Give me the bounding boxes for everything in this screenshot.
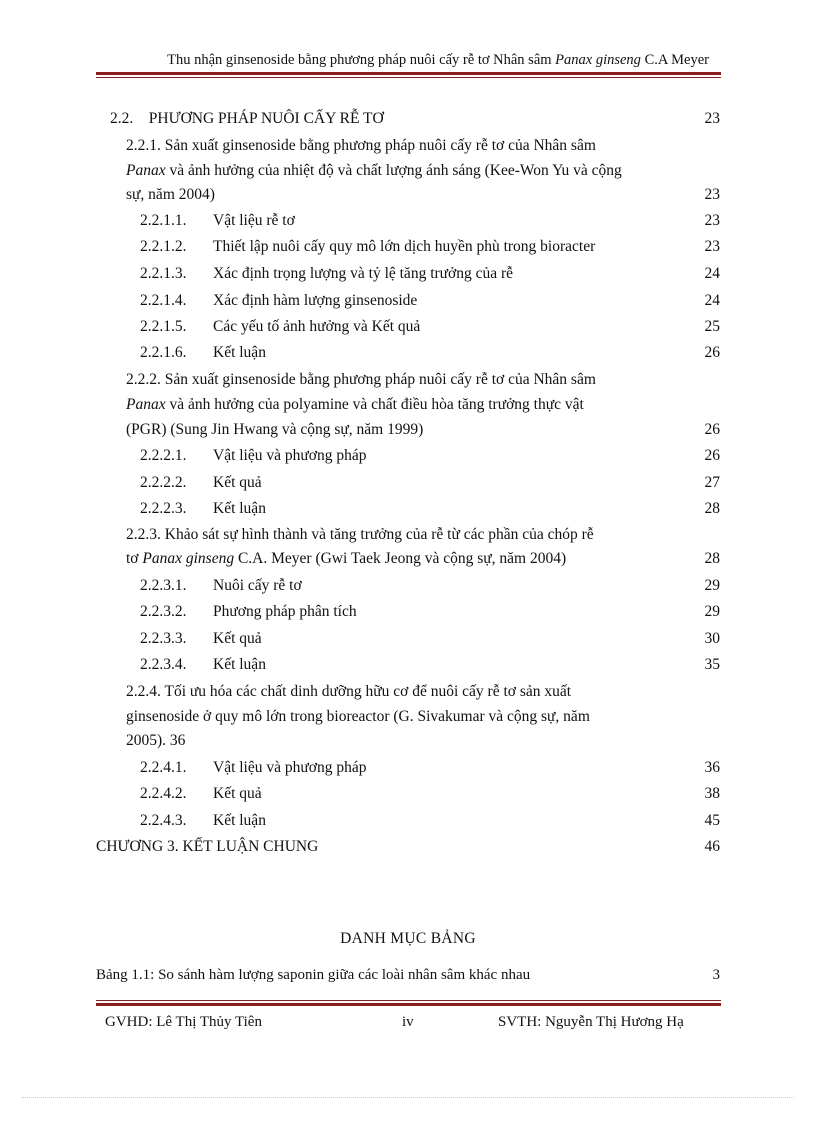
toc-number: 2.2.1.3. — [140, 265, 187, 282]
toc-title: Kết luận — [213, 812, 266, 829]
toc-title: PHƯƠNG PHÁP NUÔI CẤY RỄ TƠ — [148, 110, 384, 127]
toc-title: Phương pháp phân tích — [213, 603, 357, 620]
toc-page: 24 — [704, 265, 720, 282]
toc-title: Các yếu tố ảnh hưởng và Kết quả — [213, 318, 421, 335]
toc-page: 23 — [704, 110, 720, 127]
toc-text: và ảnh hưởng của polyamine và chất điều hòa tăng trưởng thực vật — [165, 396, 584, 413]
toc-entry-2-2[interactable] — [110, 110, 384, 128]
toc-entry-chapter-3[interactable]: CHƯƠNG 3. KẾT LUẬN CHUNG — [96, 838, 319, 855]
toc-page: 35 — [704, 656, 720, 673]
toc-number: 2.2. — [110, 110, 134, 127]
toc-italic: Panax ginseng — [142, 550, 235, 567]
toc-page: 26 — [704, 344, 720, 361]
toc-number: 2.2.3.3. — [140, 630, 187, 647]
toc-title: Vật liệu và phương pháp — [213, 759, 367, 776]
toc-number: 2.2.2.1. — [140, 447, 187, 464]
toc-entry-2-2-1-line2[interactable] — [126, 162, 622, 180]
toc-page: 38 — [704, 785, 720, 802]
toc-page: 23 — [704, 186, 720, 203]
toc-page: 26 — [704, 447, 720, 464]
toc-entry-2-2-1-4[interactable] — [140, 292, 417, 310]
footer-student: SVTH: Nguyễn Thị Hương Hạ — [498, 1014, 684, 1030]
toc-title: Kết luận — [213, 500, 266, 517]
toc-page: 29 — [704, 603, 720, 620]
toc-page: 26 — [704, 421, 720, 438]
toc-page: 36 — [704, 759, 720, 776]
toc-entry-2-2-1-2[interactable] — [140, 238, 595, 256]
toc-entry-2-2-3-1[interactable] — [140, 577, 302, 595]
toc-entry-2-2-3-3[interactable] — [140, 630, 262, 648]
toc-entry-2-2-4-3[interactable] — [140, 812, 266, 830]
toc-entry-2-2-1-1[interactable] — [140, 212, 295, 230]
toc-number: 2.2.1.5. — [140, 318, 187, 335]
toc-title: Vật liệu rễ tơ — [213, 212, 295, 229]
toc-page: 29 — [704, 577, 720, 594]
toc-number: 2.2.1.2. — [140, 238, 187, 255]
running-header — [107, 52, 709, 69]
toc-entry-2-2-4-line1[interactable]: 2.2.4. Tối ưu hóa các chất dinh dưỡng hữu cơ để nuôi cấy rễ tơ sản xuất — [126, 683, 572, 700]
toc-entry-2-2-1-3[interactable] — [140, 265, 513, 283]
toc-number: 2.2.2.3. — [140, 500, 187, 517]
toc-title: Thiết lập nuôi cấy quy mô lớn dịch huyền phù trong bioracter — [213, 238, 596, 255]
footer-rule — [96, 1000, 721, 1006]
toc-number: 2.2.1.4. — [140, 292, 187, 309]
toc-entry-2-2-2-line3[interactable]: (PGR) (Sung Jin Hwang và cộng sự, năm 1999) — [126, 421, 424, 438]
toc-entry-2-2-1-line1[interactable]: 2.2.1. Sản xuất ginsenoside bằng phương pháp nuôi cấy rễ tơ của Nhân sâm — [126, 137, 596, 154]
toc-entry-2-2-3-4[interactable] — [140, 656, 266, 674]
toc-italic: Panax — [126, 396, 166, 413]
toc-number: 2.2.4.1. — [140, 759, 187, 776]
toc-title: Vật liệu và phương pháp — [213, 447, 367, 464]
tables-list-heading: DANH MỤC BẢNG — [340, 930, 476, 947]
toc-page: 3 — [712, 967, 720, 983]
toc-entry-2-2-2-line1[interactable]: 2.2.2. Sản xuất ginsenoside bằng phương pháp nuôi cấy rễ tơ của Nhân sâm — [126, 371, 596, 388]
table-list-entry[interactable]: Bảng 1.1: So sánh hàm lượng saponin giữa các loài nhân sâm khác nhau — [96, 967, 531, 983]
toc-entry-2-2-2-line2[interactable] — [126, 396, 584, 414]
page-edge-divider — [22, 1097, 794, 1098]
toc-entry-2-2-2-3[interactable] — [140, 500, 266, 518]
toc-entry-2-2-1-6[interactable] — [140, 344, 266, 362]
toc-title: Nuôi cấy rễ tơ — [213, 577, 302, 594]
toc-entry-2-2-4-line2[interactable]: ginsenoside ở quy mô lớn trong bioreactor (G. Sivakumar và cộng sự, năm — [126, 708, 590, 725]
header-text-italic: Panax ginseng — [555, 52, 641, 68]
toc-entry-2-2-3-2[interactable] — [140, 603, 357, 621]
toc-entry-2-2-3-line2[interactable] — [126, 550, 566, 568]
footer-advisor: GVHD: Lê Thị Thủy Tiên — [105, 1014, 262, 1030]
toc-entry-2-2-2-1[interactable] — [140, 447, 366, 465]
toc-title: Kết quả — [213, 474, 262, 491]
toc-number: 2.2.1.1. — [140, 212, 187, 229]
toc-title: Xác định hàm lượng ginsenoside — [213, 292, 418, 309]
header-text-after: C.A Meyer — [640, 52, 709, 68]
toc-entry-2-2-4-line3[interactable]: 2005). 36 — [126, 732, 186, 749]
toc-entry-2-2-4-1[interactable] — [140, 759, 366, 777]
toc-number: 2.2.3.1. — [140, 577, 187, 594]
toc-text: và ảnh hưởng của nhiệt độ và chất lượng ánh sáng (Kee-Won Yu và cộng — [165, 162, 622, 179]
toc-title: Kết quả — [213, 630, 262, 647]
toc-entry-2-2-1-line3[interactable]: sự, năm 2004) — [126, 186, 215, 203]
toc-page: 23 — [704, 238, 720, 255]
toc-number: 2.2.4.2. — [140, 785, 187, 802]
toc-entry-2-2-4-2[interactable] — [140, 785, 262, 803]
toc-page: 45 — [704, 812, 720, 829]
toc-title: Kết quả — [213, 785, 262, 802]
toc-entry-2-2-3-line1[interactable]: 2.2.3. Khảo sát sự hình thành và tăng trưởng của rễ từ các phần của chóp rễ — [126, 526, 594, 543]
toc-entry-2-2-2-2[interactable] — [140, 474, 262, 492]
toc-page: 23 — [704, 212, 720, 229]
toc-text: C.A. Meyer (Gwi Taek Jeong và cộng sự, năm 2004) — [234, 550, 567, 567]
toc-text: tơ — [126, 550, 143, 567]
toc-title: Kết luận — [213, 344, 266, 361]
toc-page: 46 — [704, 838, 720, 855]
header-rule — [96, 72, 721, 78]
toc-title: Kết luận — [213, 656, 266, 673]
toc-page: 24 — [704, 292, 720, 309]
toc-page: 27 — [704, 474, 720, 491]
toc-page: 28 — [704, 550, 720, 567]
toc-number: 2.2.1.6. — [140, 344, 187, 361]
toc-italic: Panax — [126, 162, 166, 179]
footer-page-number: iv — [402, 1014, 414, 1030]
toc-number: 2.2.3.4. — [140, 656, 187, 673]
toc-page: 30 — [704, 630, 720, 647]
toc-page: 28 — [704, 500, 720, 517]
toc-page: 25 — [704, 318, 720, 335]
toc-entry-2-2-1-5[interactable] — [140, 318, 420, 336]
toc-title: Xác định trọng lượng và tỷ lệ tăng trưởng của rễ — [213, 265, 514, 282]
header-text-before: Thu nhận ginsenoside bằng phương pháp nuôi cấy rễ tơ Nhân sâm — [167, 52, 556, 68]
toc-number: 2.2.4.3. — [140, 812, 187, 829]
toc-number: 2.2.2.2. — [140, 474, 187, 491]
toc-number: 2.2.3.2. — [140, 603, 187, 620]
